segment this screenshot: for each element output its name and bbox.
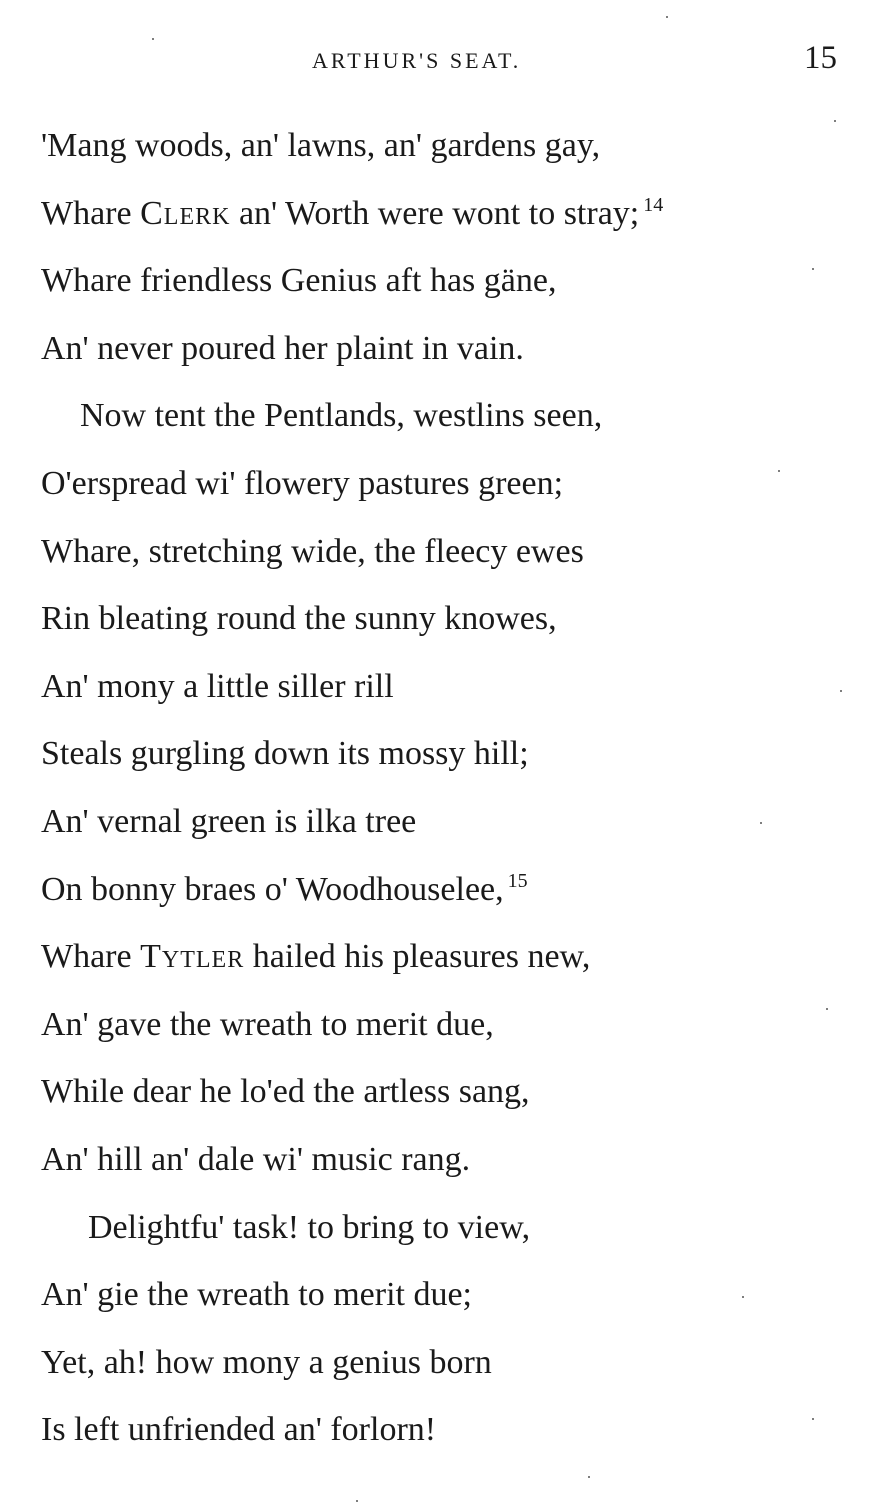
verse-line: Whare, stretching wide, the fleecy ewes: [41, 532, 584, 570]
scan-speck: [812, 268, 814, 270]
verse-line: An' gave the wreath to merit due,: [41, 1005, 494, 1043]
scan-speck: [778, 470, 780, 472]
scan-speck: [834, 120, 836, 122]
running-title: ARTHUR'S SEAT.: [312, 48, 522, 73]
footnote-marker: 14: [643, 194, 664, 217]
verse-line: An' mony a little siller rill: [41, 667, 394, 705]
verse-line: 'Mang woods, an' lawns, an' gardens gay,: [41, 127, 601, 164]
verse-line: On bonny braes o' Woodhouselee, $^{15}$: [41, 870, 528, 908]
verse-line: An' hill an' dale wi' music rang.: [41, 1140, 471, 1178]
verse-line-stanza-start: Now tent the Pentlands, westlins seen,: [80, 397, 603, 435]
verse-line-stanza-start: Delightfu' task! to bring to view,: [88, 1208, 531, 1246]
verse-line: An' gie the wreath to merit due;: [41, 1276, 472, 1314]
verse-line: Whare Tytler hailed his pleasures new,: [41, 938, 591, 976]
poem-body: [0, 112, 870, 1464]
running-head: [0, 40, 870, 80]
scan-speck: [152, 38, 154, 40]
scan-speck: [760, 822, 762, 824]
page-number: 15: [804, 40, 837, 76]
small-caps-name: Clerk: [140, 194, 231, 232]
scan-speck: [666, 16, 668, 18]
verse-line: An' never poured her plaint in vain.: [41, 329, 524, 367]
verse-line: Whare friendless Genius aft has gäne,: [41, 262, 557, 300]
scan-speck: [812, 1418, 814, 1420]
scan-speck: [588, 1476, 590, 1478]
verse-line: Rin bleating round the sunny knowes,: [41, 600, 557, 638]
verse-line: Is left unfriended an' forlorn!: [41, 1411, 437, 1449]
verse-line: Steals gurgling down its mossy hill;: [41, 735, 529, 773]
small-caps-name: Tytler: [140, 938, 245, 976]
scan-speck: [742, 1296, 744, 1298]
scan-speck: [356, 1500, 358, 1502]
verse-line: Whare Clerk an' Worth were wont to stray; $^{14}$: [41, 194, 664, 232]
footnote-marker: 15: [507, 870, 528, 893]
verse-line: An' vernal green is ilka tree: [41, 802, 417, 840]
verse-line: Yet, ah! how mony a genius born: [41, 1343, 492, 1381]
verse-line: O'erspread wi' flowery pastures green;: [41, 464, 564, 502]
scan-speck: [840, 690, 842, 692]
scan-speck: [826, 1008, 828, 1010]
verse-line: While dear he lo'ed the artless sang,: [41, 1073, 530, 1111]
